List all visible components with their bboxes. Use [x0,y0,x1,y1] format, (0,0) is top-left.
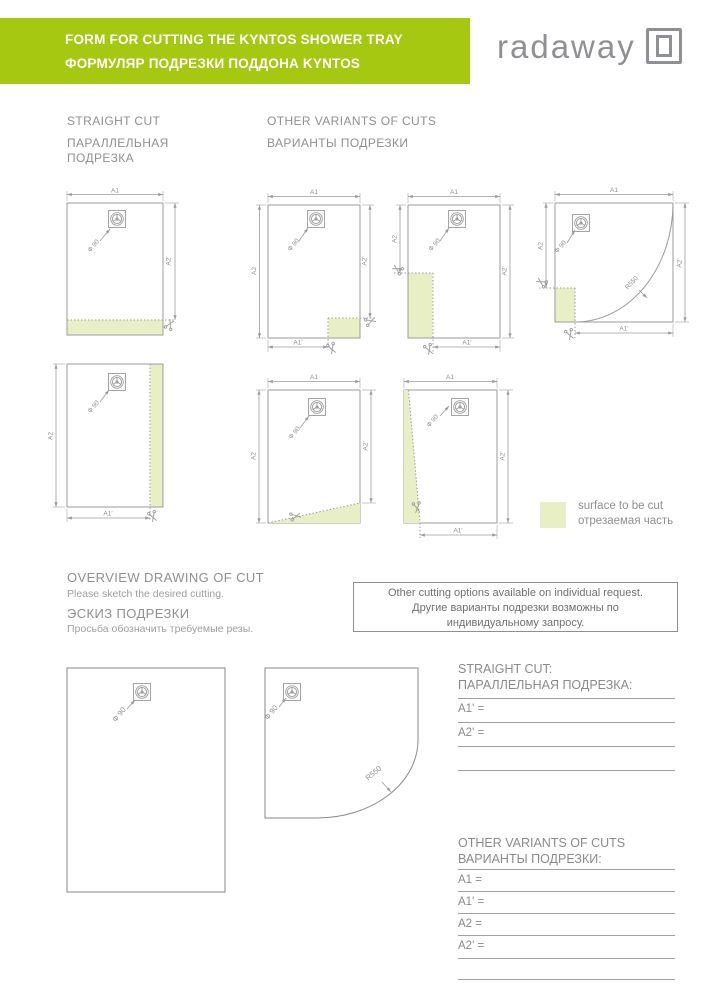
drain-icon [309,399,326,416]
drain-icon [308,211,325,228]
drain-icon [284,684,301,701]
form-line [458,958,675,959]
dimension-label-a2cut: A2' [361,256,369,266]
section-straight-cut-ru2: ПОДРЕЗКА [67,151,135,165]
form-field-a1cut: A1' = [458,703,485,715]
diagram-variant-strip-right [42,352,177,534]
form-title-ru: ФОРМУЛЯР ПОДРЕЗКИ ПОДДОНА KYNTOS [65,56,361,71]
drain-label: Ф 90 [287,425,303,441]
radaway-logo [497,28,682,64]
cut-area [151,365,163,507]
scissors-icon [391,263,404,275]
legend-cut-swatch [540,502,566,528]
form-variants-title-en: OTHER VARIANTS OF CUTS [458,836,626,850]
form-field-a1cut: A1' = [458,896,485,908]
drain-icon [109,374,126,391]
scissors-icon [147,510,158,523]
dimension-label-a2: A2 [250,452,258,460]
dimension-label-a2: A2 [537,242,545,250]
drain-icon [449,211,466,228]
overview-subtitle-ru: Просьба обозначить требуемые резы. [67,623,254,635]
dimension-label-a2cut: A2' [362,441,370,451]
diagram-variant-rounded [535,186,707,356]
note-line-2: Другие варианты подрезки возможны по [412,602,619,614]
drain-label: Ф 90 [262,703,280,722]
dimension-label-a1: A1 [446,374,454,381]
form-line [458,770,675,771]
drain-icon [109,211,126,228]
section-straight-cut-en: STRAIGHT CUT [67,114,161,128]
form-line [458,891,675,892]
dimension-label-a2: A2 [251,267,258,275]
note-line-3: индивидуальному запросу. [446,617,585,629]
note-box [353,582,678,632]
overview-subtitle-en: Please sketch the desired cutting. [67,588,225,600]
form-straight-title-ru: ПАРАЛЛЕЛЬНАЯ ПОДРЕЗКА: [458,678,633,692]
diagram-variant-corner-left [392,186,526,362]
cut-area [68,320,163,334]
dimension-label-a2cut: A2' [501,266,509,276]
drain-label: Ф 90 [86,238,102,254]
form-field-a1: A1 = [458,874,482,886]
form-straight-title-en: STRAIGHT CUT: [458,662,553,676]
dimension-label-a1cut: A1' [293,339,303,347]
tray-outline [67,668,225,892]
form-line [458,979,675,980]
dimension-label-a2: A2 [47,432,55,440]
note-line-1: Other cutting options available on individual request. [388,587,643,599]
form-line [458,746,675,747]
dimension-label-a1: A1 [450,189,458,196]
dimension-label-a1: A1 [310,374,318,381]
dimension-label-a2cut: A2' [499,451,507,461]
section-variants-en: OTHER VARIANTS OF CUTS [267,114,437,128]
dimension-label-a2cut: A2' [676,258,684,268]
radius-label: R550 [624,274,640,292]
drain-label: Ф 90 [110,705,128,724]
overview-title-ru: ЭСКИЗ ПОДРЕЗКИ [67,606,190,621]
radaway-logo-text: radaway [497,27,636,65]
scissors-icon [564,328,575,341]
drain-icon [452,399,469,416]
diagram-straight-cut [58,186,193,354]
radius-label: R550 [363,763,384,783]
radaway-logo-icon [646,28,682,64]
form-line [458,913,675,914]
overview-title-en: OVERVIEW DRAWING OF CUT [67,570,264,585]
form-field-a2: A2 = [458,918,482,930]
dimension-label-a2cut: A2' [165,256,173,266]
drain-label: Ф 90 [553,239,569,255]
drain-label: Ф 90 [427,237,443,253]
cut-area [329,319,360,338]
dimension-label-a1cut: A1' [103,510,113,518]
diagram-variant-diagonal-bottom [252,368,388,540]
legend-text-en: surface to be cut [578,500,664,512]
form-variants-title-ru: ВАРИАНТЫ ПОДРЕЗКИ: [458,852,602,866]
diagram-variant-diagonal-left [388,368,530,550]
form-line [458,869,675,870]
sketch-rectangular-tray [55,660,245,900]
form-field-a2cut: A2' = [458,940,485,952]
form-title-en: FORM FOR CUTTING THE KYNTOS SHOWER TRAY [65,32,403,47]
cut-area [556,288,576,322]
section-variants-ru: ВАРИАНТЫ ПОДРЕЗКИ [267,136,409,150]
drain-label: Ф 90 [86,399,102,415]
legend-text-ru: отрезаемая часть [578,515,674,527]
dimension-label-a1: A1 [111,187,119,195]
drain-label: Ф 90 [425,413,441,429]
drain-icon [134,684,151,701]
dimension-label-a1: A1 [310,189,318,196]
dimension-label-a1: A1 [610,187,618,194]
sketch-quarter-round-tray [255,660,435,832]
form-title-bar [0,18,470,84]
cut-area [409,273,433,338]
drain-icon [573,215,590,232]
section-straight-cut-ru1: ПАРАЛЛЕЛЬНАЯ [67,136,169,150]
tray-outline [67,364,163,507]
form-line [458,698,675,699]
drain-label: Ф 90 [286,237,302,253]
form-line [458,935,675,936]
dimension-label-a1cut: A1' [462,339,472,347]
dimension-label-a1cut: A1' [453,527,463,535]
dimension-label-a1cut: A1' [619,325,629,333]
diagram-variant-corner-right [252,186,386,362]
dimension-label-a2: A2 [391,235,399,243]
form-field-a2cut: A2' = [458,727,485,739]
form-line [458,722,675,723]
